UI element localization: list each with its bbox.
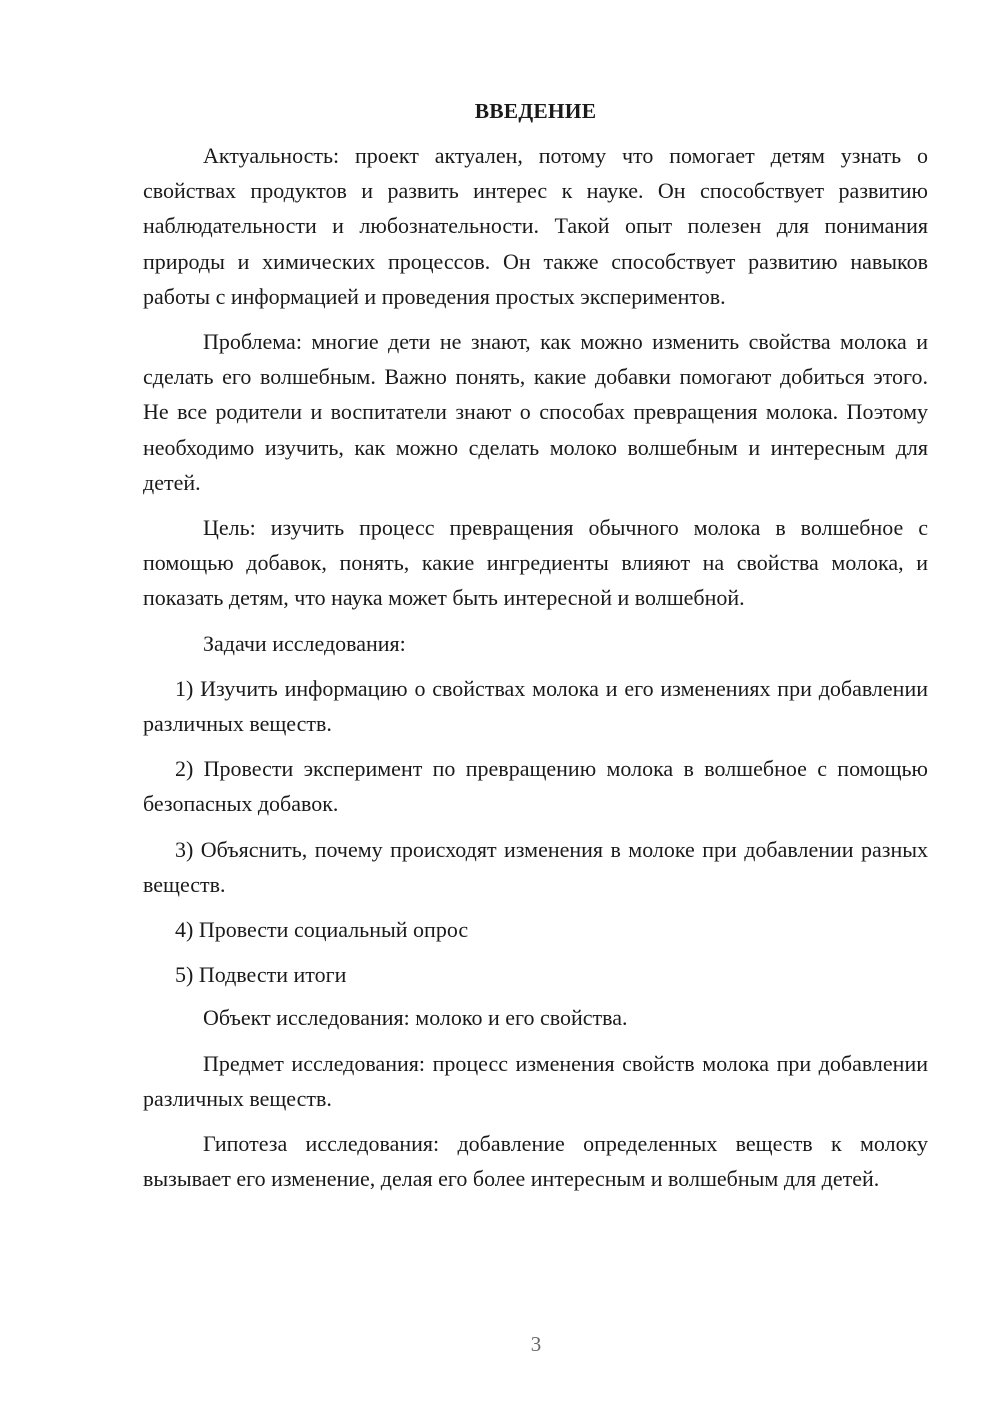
page-number: 3 — [530, 1332, 542, 1356]
task-item: 3) Объяснить, почему происходят изменения в молоке при добавлении разных веществ. — [143, 836, 928, 897]
tasks-heading: Задачи исследования: — [203, 630, 406, 656]
task-item: 4) Провести социальный опрос — [175, 917, 469, 943]
task-item: 1) Изучить информацию о свойствах молока и его изменениях при добавлении различных веществ. — [143, 675, 928, 737]
task-item: 5) Подвести итоги — [175, 962, 347, 988]
goal-paragraph: Цель: изучить процесс превращения обычного молока в волшебное с помощью добавок, понять, какие ингредиенты влияют на свойства молока, и показать детям, что наука может быть интересной и волшебной. — [143, 515, 928, 611]
section-title: ВВЕДЕНИЕ — [474, 99, 597, 123]
document-body — [143, 96, 928, 1196]
object-paragraph: Объект исследования: молоко и его свойства. — [203, 1005, 628, 1031]
task-item: 2) Провести эксперимент по превращению молока в волшебное с помощью безопасных добавок. — [143, 756, 928, 817]
relevance-paragraph: Актуальность: проект актуален, потому что помогает детям узнать о свойствах продуктов и развить интерес к науке. Он способствует развитию наблюдательности и любознательности. Такой опыт полезен для понимания природы и химических процессов. Он также способствует развитию навыков работы с информацией и проведения простых экспериментов. — [143, 143, 928, 309]
hypothesis-paragraph: Гипотеза исследования: добавление определенных веществ к молоку вызывает его изменение, делая его более интересным и волшебным для детей. — [143, 1131, 928, 1192]
problem-paragraph: Проблема: многие дети не знают, как можно изменить свойства молока и сделать его волшебным. Важно понять, какие добавки помогают добиться этого. Не все родители и воспитатели знают о способах превращения молока. Поэтому необходимо изучить, как можно сделать молоко волшебным и интересным для детей. — [143, 329, 928, 495]
subject-paragraph: Предмет исследования: процесс изменения свойств молока при добавлении различных веществ. — [143, 1050, 928, 1111]
